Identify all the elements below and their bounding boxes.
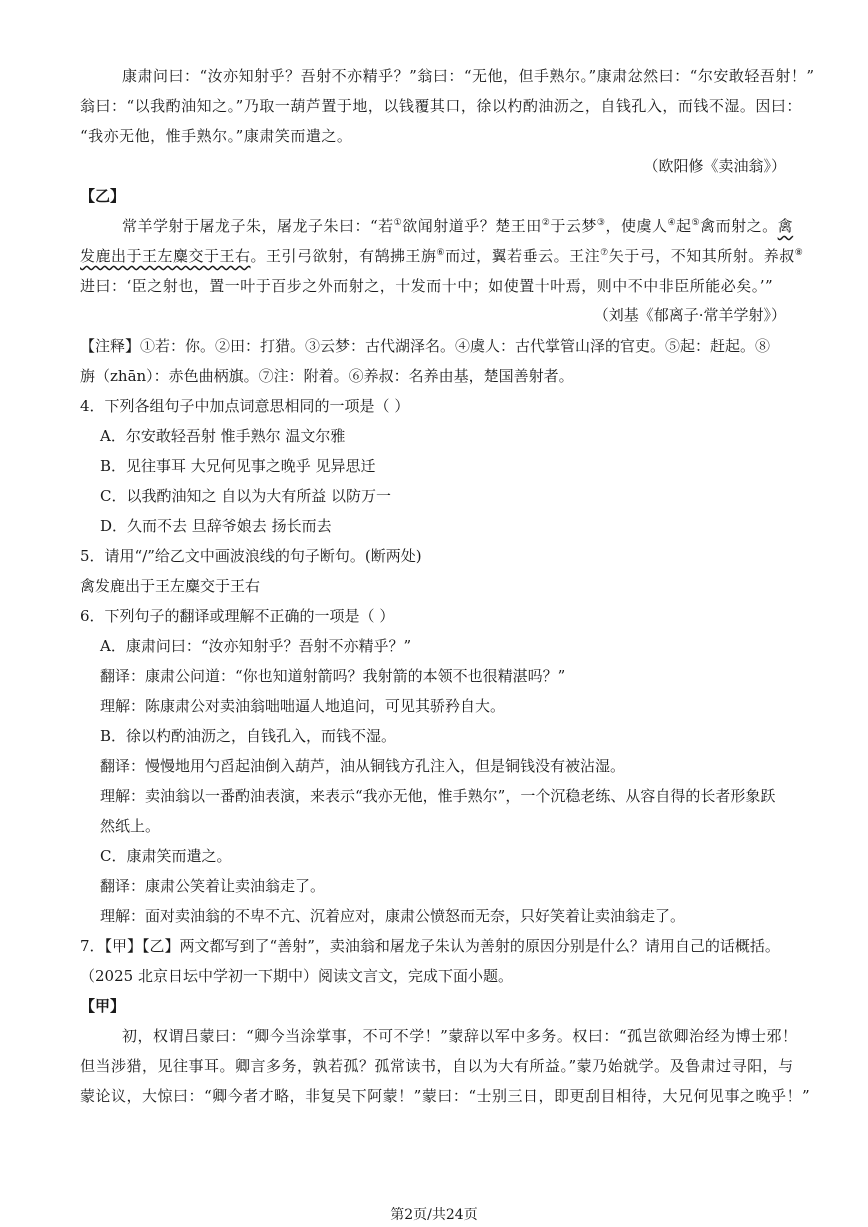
yi-passage-line-2: 发鹿出于王左麋交于王右。王引弓欲射，有鹄拂王旃⑥而过，翼若垂云。王注⑦矢于弓，不知其所射。养叔⑧ [80, 247, 804, 265]
next-passage-line-2: 但当涉猎，见往事耳。卿言多务，孰若孤？孤常读书，自以为大有所益。”蒙乃始就学。及鲁肃过寻阳，与 [80, 1057, 794, 1075]
next-jia-heading: 【甲】 [80, 997, 126, 1015]
yi-passage-line-1: 常羊学射于屠龙子朱，屠龙子朱曰：“若①欲闻射道乎？楚王田②于云梦③，使虞人④起⑤禽而射之。禽 [122, 217, 794, 235]
yi-heading: 【乙】 [80, 187, 126, 205]
q6-a-translation: 翻译：康肃公问道：“你也知道射箭吗？我射箭的本领不也很精湛吗？” [100, 667, 566, 685]
next-passage-line-3: 蒙论议，大惊曰：“卿今者才略，非复吴下阿蒙！”蒙曰：“士别三日，即更刮目相待，大兄何见事之晚乎！” [80, 1087, 811, 1105]
q6-b-understanding-2: 然纸上。 [100, 817, 161, 835]
notes-line-1: 【注释】①若：你。②田：打猎。③云梦：古代湖泽名。④虞人：古代掌管山泽的官吏。⑤起：赶起。⑧ [80, 337, 771, 355]
wavy-underlined-sentence: 发鹿出于王左麋交于王右 [80, 247, 251, 265]
jia-passage-line-1: 康肃问曰：“汝亦知射乎？吾射不亦精乎？”翁曰：“无他，但手熟尔。”康肃忿然曰：“尔安敢轻吾射！” [122, 67, 815, 85]
yi-source: （刘基《郁离子·常羊学射》） [593, 306, 786, 324]
q6-option-a: A．康肃问曰：“汝亦知射乎？吾射不亦精乎？” [100, 637, 412, 655]
notes-line-2: 旃（zhān）：赤色曲柄旗。⑦注：附着。⑥养叔：名养由基，楚国善射者。 [80, 367, 574, 385]
q6-c-understanding: 理解：面对卖油翁的不卑不亢、沉着应对，康肃公愤怒而无奈，只好笑着让卖油翁走了。 [100, 907, 686, 925]
q6-a-understanding: 理解：陈康肃公对卖油翁咄咄逼人地追问，可见其骄矜自大。 [100, 697, 506, 715]
q6-option-b: B．徐以杓酌油沥之，自钱孔入，而钱不湿。 [100, 727, 397, 745]
q6-stem: 6．下列句子的翻译或理解不正确的一项是（ ） [80, 607, 395, 625]
q4-stem: 4．下列各组句子中加点词意思相同的一项是（ ） [80, 397, 410, 415]
next-section-intro: （2025 北京日坛中学初一下期中）阅读文言文，完成下面小题。 [80, 967, 513, 985]
q6-option-c: C．康肃笑而遣之。 [100, 847, 232, 865]
jia-source: （欧阳修《卖油翁》） [643, 157, 786, 175]
q5-stem: 5．请用“/”给乙文中画波浪线的句子断句。(断两处) [80, 547, 422, 565]
q4-option-b: B．见往事耳 大兄何见事之晚乎 见异思迁 [100, 457, 376, 475]
q6-c-translation: 翻译：康肃公笑着让卖油翁走了。 [100, 877, 326, 895]
wavy-underline-start: 禽 [777, 217, 794, 235]
yi-passage-line-3: 进曰：‘臣之射也，置一叶于百步之外而射之，十发而十中；如使置十叶焉，则中不中非臣所能必矣。’” [80, 277, 774, 295]
next-passage-line-1: 初，权谓吕蒙曰：“卿今当涂掌事，不可不学！”蒙辞以军中多务。权曰：“孤岂欲卿治经为博士邪！ [122, 1027, 798, 1045]
q6-b-translation: 翻译：慢慢地用勺舀起油倒入葫芦，油从铜钱方孔注入，但是铜钱没有被沾湿。 [100, 757, 626, 775]
jia-passage-line-2: 翁曰：“以我酌油知之。”乃取一葫芦置于地，以钱覆其口，徐以杓酌油沥之，自钱孔入，而钱不湿。因曰： [80, 97, 802, 115]
q5-sentence: 禽发鹿出于王左麋交于王右 [80, 577, 261, 595]
q6-b-understanding-1: 理解：卖油翁以一番酌油表演，来表示“我亦无他，惟手熟尔”，一个沉稳老练、从容自得的长者形象跃 [100, 787, 776, 805]
q4-option-c: C．以我酌油知之 自以为大有所益 以防万一 [100, 487, 392, 505]
page-number: 第2页/共24页 [390, 1207, 478, 1223]
q4-option-a: A．尔安敢轻吾射 惟手熟尔 温文尔雅 [100, 427, 346, 445]
q7-stem: 7．【甲】【乙】两文都写到了“善射”，卖油翁和屠龙子朱认为善射的原因分别是什么？请用自己的话概括。 [80, 937, 780, 955]
q4-option-d: D．久而不去 旦辞爷娘去 扬长而去 [100, 517, 332, 535]
jia-passage-line-3: “我亦无他，惟手熟尔。”康肃笑而遣之。 [80, 127, 353, 145]
